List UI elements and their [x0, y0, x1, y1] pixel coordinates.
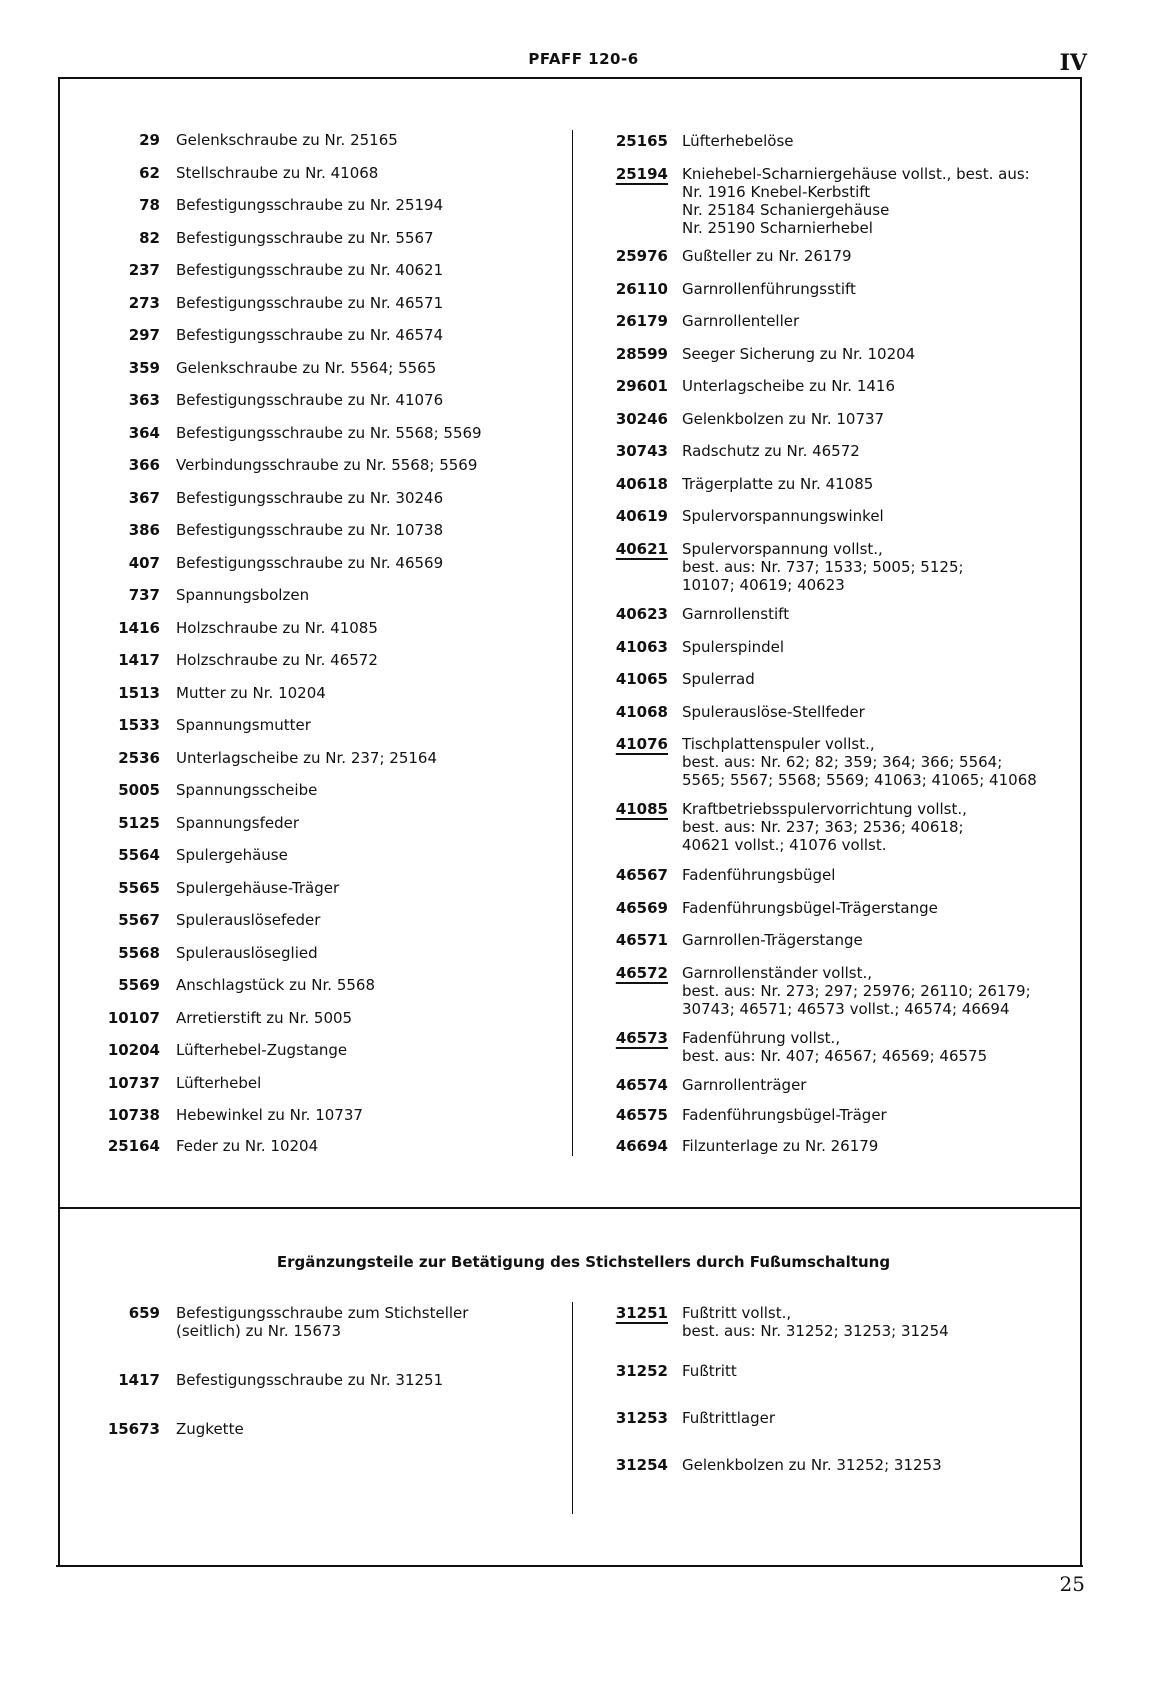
part-number: 29	[139, 131, 160, 149]
part-description: Anschlagstück zu Nr. 5568	[176, 976, 375, 994]
part-description: Stellschraube zu Nr. 41068	[176, 164, 379, 182]
part-description: Gelenkschraube zu Nr. 5564; 5565	[176, 359, 437, 377]
part-number: 5125	[118, 814, 160, 832]
part-row	[600, 1409, 1072, 1427]
part-row	[80, 391, 606, 409]
part-description: Spannungsmutter	[176, 716, 311, 734]
page-number: 25	[1059, 1572, 1085, 1596]
part-number: 31253	[615, 1409, 668, 1427]
part-number: 5569	[118, 976, 160, 994]
part-number: 62	[139, 164, 160, 182]
part-row	[600, 345, 1072, 363]
part-description: Befestigungsschraube zu Nr. 5567	[176, 229, 434, 247]
part-row	[80, 619, 606, 637]
part-row	[80, 294, 606, 312]
part-description: Garnrollenteller	[682, 312, 800, 330]
part-number: 41068	[615, 703, 668, 721]
part-number: 1417	[118, 1371, 160, 1389]
part-description: Zugkette	[176, 1420, 244, 1438]
part-number: 10738	[107, 1106, 160, 1124]
part-number: 31252	[615, 1362, 668, 1380]
part-row	[80, 1137, 606, 1155]
part-number: 25165	[615, 132, 668, 150]
part-row	[80, 749, 606, 767]
part-row	[80, 229, 606, 247]
part-description: Befestigungsschraube zu Nr. 46569	[176, 554, 444, 572]
part-row	[80, 684, 606, 702]
part-number: 359	[128, 359, 160, 377]
part-description: Spulergehäuse	[176, 846, 288, 864]
part-row	[600, 899, 1072, 917]
part-number: 25194	[615, 165, 668, 183]
part-row	[600, 312, 1072, 330]
page-header-title: PFAFF 120-6	[528, 50, 639, 68]
part-number: 40621	[615, 540, 668, 558]
part-number: 46567	[615, 866, 668, 884]
part-row	[600, 540, 1072, 594]
part-description: Befestigungsschraube zu Nr. 46571	[176, 294, 444, 312]
part-description: Befestigungsschraube zu Nr. 31251	[176, 1371, 444, 1389]
part-description: Lüfterhebel	[176, 1074, 262, 1092]
part-number: 30743	[615, 442, 668, 460]
part-number: 46573	[615, 1029, 668, 1047]
part-row	[600, 1304, 1072, 1340]
part-number: 25164	[107, 1137, 160, 1155]
part-row	[600, 410, 1072, 428]
part-number: 5565	[118, 879, 160, 897]
part-row	[600, 165, 1072, 237]
part-description: Spulerspindel	[682, 638, 785, 656]
part-row	[80, 489, 606, 507]
part-description: Verbindungsschraube zu Nr. 5568; 5569	[176, 456, 478, 474]
part-row	[80, 326, 606, 344]
part-row	[600, 442, 1072, 460]
part-description: Befestigungsschraube zu Nr. 5568; 5569	[176, 424, 482, 442]
part-description: Spulergehäuse-Träger	[176, 879, 340, 897]
part-description: Hebewinkel zu Nr. 10737	[176, 1106, 363, 1124]
part-description: Spulerauslöse-Stellfeder	[682, 703, 865, 721]
part-description: Garnrollenführungsstift	[682, 280, 856, 298]
part-number: 46694	[615, 1137, 668, 1155]
part-row	[600, 377, 1072, 395]
part-number: 46574	[615, 1076, 668, 1094]
part-number: 1417	[118, 651, 160, 669]
section-divider-rule	[58, 1207, 1080, 1209]
part-number: 40618	[615, 475, 668, 493]
part-description: Befestigungsschraube zu Nr. 46574	[176, 326, 444, 344]
part-number: 237	[128, 261, 160, 279]
part-description: Kraftbetriebsspulervorrichtung vollst., best. aus: Nr. 237; 363; 2536; 40618; 40621 vollst.; 41076 vollst.	[682, 800, 967, 854]
part-description: Feder zu Nr. 10204	[176, 1137, 319, 1155]
part-row	[80, 781, 606, 799]
part-row	[80, 131, 606, 149]
part-number: 5005	[118, 781, 160, 799]
part-row	[80, 651, 606, 669]
part-description: Gelenkbolzen zu Nr. 10737	[682, 410, 885, 428]
part-number: 386	[128, 521, 160, 539]
part-number: 46572	[615, 964, 668, 982]
part-row	[80, 944, 606, 962]
part-number: 26110	[615, 280, 668, 298]
part-number: 2536	[118, 749, 160, 767]
part-number: 78	[139, 196, 160, 214]
part-number: 29601	[615, 377, 668, 395]
part-number: 10107	[107, 1009, 160, 1027]
part-row	[600, 247, 1072, 265]
part-number: 1533	[118, 716, 160, 734]
part-description: Garnrollen-Trägerstange	[682, 931, 863, 949]
part-number: 28599	[615, 345, 668, 363]
part-row	[80, 911, 606, 929]
part-description: Radschutz zu Nr. 46572	[682, 442, 860, 460]
part-row	[80, 1009, 606, 1027]
part-description: Seeger Sicherung zu Nr. 10204	[682, 345, 916, 363]
part-description: Holzschraube zu Nr. 41085	[176, 619, 378, 637]
part-row	[600, 475, 1072, 493]
part-row	[600, 735, 1072, 789]
part-number: 15673	[107, 1420, 160, 1438]
part-row	[80, 814, 606, 832]
part-number: 46569	[615, 899, 668, 917]
part-row	[600, 1029, 1072, 1065]
part-description: Spannungsscheibe	[176, 781, 318, 799]
part-row	[80, 196, 606, 214]
part-description: Holzschraube zu Nr. 46572	[176, 651, 378, 669]
part-description: Befestigungsschraube zu Nr. 30246	[176, 489, 444, 507]
part-row	[600, 1106, 1072, 1124]
part-description: Tischplattenspuler vollst., best. aus: Nr. 62; 82; 359; 364; 366; 5564; 5565; 5567; 5568; 5569; 41063; 41065; 41068	[682, 735, 1037, 789]
part-number: 46575	[615, 1106, 668, 1124]
part-number: 407	[128, 554, 160, 572]
part-row	[600, 703, 1072, 721]
part-number: 41076	[615, 735, 668, 753]
part-row	[80, 1420, 606, 1438]
part-description: Befestigungsschraube zu Nr. 10738	[176, 521, 444, 539]
frame-right-rule	[1080, 77, 1082, 1565]
part-description: Filzunterlage zu Nr. 26179	[682, 1137, 879, 1155]
part-number: 1513	[118, 684, 160, 702]
part-number: 31251	[615, 1304, 668, 1322]
part-row	[80, 976, 606, 994]
part-description: Spulervorspannungswinkel	[682, 507, 884, 525]
part-row	[80, 554, 606, 572]
frame-top-rule	[58, 77, 1082, 79]
part-description: Kniehebel-Scharniergehäuse vollst., best. aus: Nr. 1916 Knebel-Kerbstift Nr. 25184 Schaniergehäuse Nr. 25190 Scharnierhebel	[682, 165, 1030, 237]
part-number: 737	[128, 586, 160, 604]
part-row	[600, 1137, 1072, 1155]
part-description: Fußtritt vollst., best. aus: Nr. 31252; 31253; 31254	[682, 1304, 949, 1340]
part-row	[600, 132, 1072, 150]
part-row	[600, 800, 1072, 854]
part-row	[600, 605, 1072, 623]
part-row	[600, 280, 1072, 298]
part-row	[80, 1304, 606, 1340]
part-description: Lüfterhebelöse	[682, 132, 794, 150]
part-row	[600, 1076, 1072, 1094]
frame-bottom-rule	[56, 1565, 1083, 1567]
part-row	[80, 1074, 606, 1092]
part-description: Befestigungsschraube zu Nr. 40621	[176, 261, 444, 279]
part-row	[80, 1371, 606, 1389]
part-row	[80, 424, 606, 442]
part-description: Garnrollenständer vollst., best. aus: Nr. 273; 297; 25976; 26110; 26179; 30743; 46571; 46573 vollst.; 46574; 46694	[682, 964, 1031, 1018]
part-description: Garnrollenstift	[682, 605, 790, 623]
part-number: 41063	[615, 638, 668, 656]
part-row	[80, 1041, 606, 1059]
part-row	[600, 507, 1072, 525]
part-number: 31254	[615, 1456, 668, 1474]
part-row	[80, 1106, 606, 1124]
part-description: Fußtritt	[682, 1362, 737, 1380]
part-number: 41085	[615, 800, 668, 818]
part-number: 82	[139, 229, 160, 247]
part-row	[80, 359, 606, 377]
part-number: 273	[128, 294, 160, 312]
column-separator-top	[572, 130, 573, 1156]
part-description: Spannungsfeder	[176, 814, 300, 832]
part-row	[80, 716, 606, 734]
part-description: Lüfterhebel-Zugstange	[176, 1041, 348, 1059]
part-row	[80, 456, 606, 474]
part-description: Spulerrad	[682, 670, 755, 688]
part-number: 367	[128, 489, 160, 507]
part-description: Befestigungsschraube zu Nr. 41076	[176, 391, 444, 409]
part-description: Unterlagscheibe zu Nr. 237; 25164	[176, 749, 437, 767]
part-row	[600, 866, 1072, 884]
part-description: Mutter zu Nr. 10204	[176, 684, 326, 702]
part-description: Fadenführungsbügel-Träger	[682, 1106, 887, 1124]
part-row	[600, 638, 1072, 656]
part-number: 46571	[615, 931, 668, 949]
page-header-roman-number: IV	[1059, 50, 1087, 76]
part-number: 25976	[615, 247, 668, 265]
part-description: Fußtrittlager	[682, 1409, 776, 1427]
part-description: Spulervorspannung vollst., best. aus: Nr. 737; 1533; 5005; 5125; 10107; 40619; 40623	[682, 540, 964, 594]
part-description: Unterlagscheibe zu Nr. 1416	[682, 377, 895, 395]
part-row	[600, 1456, 1072, 1474]
part-number: 30246	[615, 410, 668, 428]
part-number: 297	[128, 326, 160, 344]
part-row	[80, 586, 606, 604]
part-description: Arretierstift zu Nr. 5005	[176, 1009, 353, 1027]
part-number: 366	[128, 456, 160, 474]
part-number: 41065	[615, 670, 668, 688]
part-row	[80, 846, 606, 864]
part-description: Gelenkbolzen zu Nr. 31252; 31253	[682, 1456, 942, 1474]
part-row	[80, 521, 606, 539]
part-number: 659	[128, 1304, 160, 1322]
part-row	[80, 879, 606, 897]
part-row	[600, 670, 1072, 688]
part-description: Gelenkschraube zu Nr. 25165	[176, 131, 398, 149]
part-number: 363	[128, 391, 160, 409]
part-number: 26179	[615, 312, 668, 330]
part-description: Spannungsbolzen	[176, 586, 310, 604]
part-number: 40623	[615, 605, 668, 623]
part-row	[80, 261, 606, 279]
frame-left-rule	[58, 77, 60, 1565]
part-description: Fadenführungsbügel	[682, 866, 836, 884]
part-number: 10737	[107, 1074, 160, 1092]
part-description: Garnrollenträger	[682, 1076, 807, 1094]
part-number: 5564	[118, 846, 160, 864]
supplement-section-title: Ergänzungsteile zur Betätigung des Stichstellers durch Fußumschaltung	[276, 1253, 891, 1271]
part-number: 5568	[118, 944, 160, 962]
part-row	[600, 931, 1072, 949]
part-description: Fadenführung vollst., best. aus: Nr. 407; 46567; 46569; 46575	[682, 1029, 988, 1065]
part-number: 1416	[118, 619, 160, 637]
part-description: Befestigungsschraube zum Stichsteller (seitlich) zu Nr. 15673	[176, 1304, 469, 1340]
part-number: 10204	[107, 1041, 160, 1059]
part-number: 364	[128, 424, 160, 442]
part-description: Spulerauslösefeder	[176, 911, 321, 929]
part-description: Fadenführungsbügel-Trägerstange	[682, 899, 938, 917]
part-description: Befestigungsschraube zu Nr. 25194	[176, 196, 444, 214]
part-number: 40619	[615, 507, 668, 525]
part-description: Gußteller zu Nr. 26179	[682, 247, 852, 265]
part-number: 5567	[118, 911, 160, 929]
part-row	[80, 164, 606, 182]
part-row	[600, 1362, 1072, 1380]
part-row	[600, 964, 1072, 1018]
part-description: Trägerplatte zu Nr. 41085	[682, 475, 874, 493]
part-description: Spulerauslöseglied	[176, 944, 318, 962]
